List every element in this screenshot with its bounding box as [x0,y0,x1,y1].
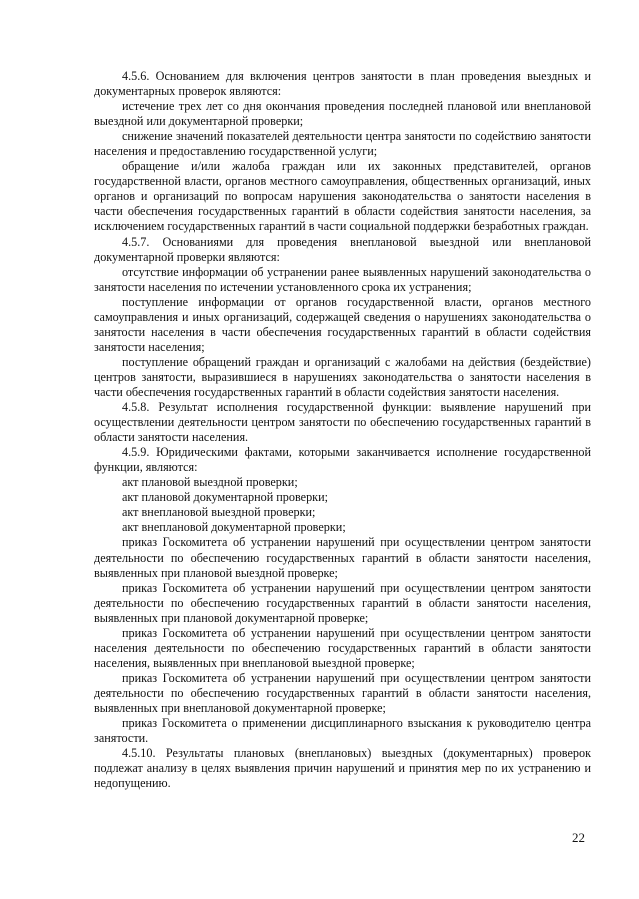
paragraph-item: обращение и/или жалоба граждан или их законных представителей, органов государственной власти, органов местного самоуправления, общественных организаций, иных органов и организаций по вопросам нарушения законодательства о занятости населения в части обеспечения государственных гарантий в области содействия занятости населения, за исключением государственных гарантий в части социальной поддержки безработных граждан. [94,159,591,234]
list-item: приказ Госкомитета о применении дисциплинарного взыскания к руководителю центра занятости. [94,716,591,746]
list-item: приказ Госкомитета об устранении нарушений при осуществлении центром занятости населения деятельности по обеспечению государственных гарантий в области занятости населения, выявленных при внеплановой выездной проверке; [94,625,591,670]
paragraph-4-5-9: 4.5.9. Юридическими фактами, которыми заканчивается исполнение государственной функции, являются: [94,445,591,475]
paragraph-4-5-8: 4.5.8. Результат исполнения государственной функции: выявление нарушений при осуществлении деятельности центром занятости по обеспечению государственных гарантий в области занятости населения. [94,400,591,445]
list-item: акт внеплановой документарной проверки; [122,520,346,535]
list-item: приказ Госкомитета об устранении нарушений при осуществлении центром занятости деятельности по обеспечению государственных гарантий в области занятости населения, выявленных при внеплановой документарной проверке; [94,670,591,715]
paragraph-4-5-7: 4.5.7. Основаниями для проведения внеплановой выездной или внеплановой документарной проверки являются: [94,234,591,264]
list-item: акт плановой документарной проверки; [122,490,329,505]
list-item: приказ Госкомитета об устранении нарушений при осуществлении центром занятости деятельности по обеспечению государственных гарантий в области занятости населения, выявленных при плановой документарной проверке; [94,580,591,625]
paragraph-item: отсутствие информации об устранении ранее выявленных нарушений законодательства о занятости населения по истечении установленного срока их устранения; [94,264,591,294]
paragraph-item: истечение трех лет со дня окончания проведения последней плановой или внеплановой выездной или документарной проверки; [94,99,591,129]
list-item: акт плановой выездной проверки; [122,475,298,490]
paragraph-item: поступление обращений граждан и организаций с жалобами на действия (бездействие) центров занятости, выразившиеся в нарушениях законодательства о занятости населения в части обеспечения государственных гарантий в области содействия занятости населения. [94,354,591,399]
paragraph-4-5-6: 4.5.6. Основанием для включения центров занятости в план проведения выездных и документарных проверок являются: [94,69,591,99]
paragraph-4-5-10: 4.5.10. Результаты плановых (внеплановых) выездных (документарных) проверок подлежат анализу в целях выявления причин нарушений и принятия мер по их устранению и недопущению. [94,746,591,791]
paragraph-item: поступление информации от органов государственной власти, органов местного самоуправления и иных организаций, содержащей сведения о нарушениях законодательства о занятости населения в части обеспечения государственных гарантий в области содействия занятости населения; [94,294,591,354]
list-item: приказ Госкомитета об устранении нарушений при осуществлении центром занятости деятельности по обеспечению государственных гарантий в области занятости населения, выявленных при плановой выездной проверке; [94,535,591,580]
page-number: 22 [572,830,585,845]
list-item: акт внеплановой выездной проверки; [122,505,316,520]
paragraph-item: снижение значений показателей деятельности центра занятости по содействию занятости населения и предоставлению государственной услуги; [94,129,591,159]
document-body [94,69,591,791]
